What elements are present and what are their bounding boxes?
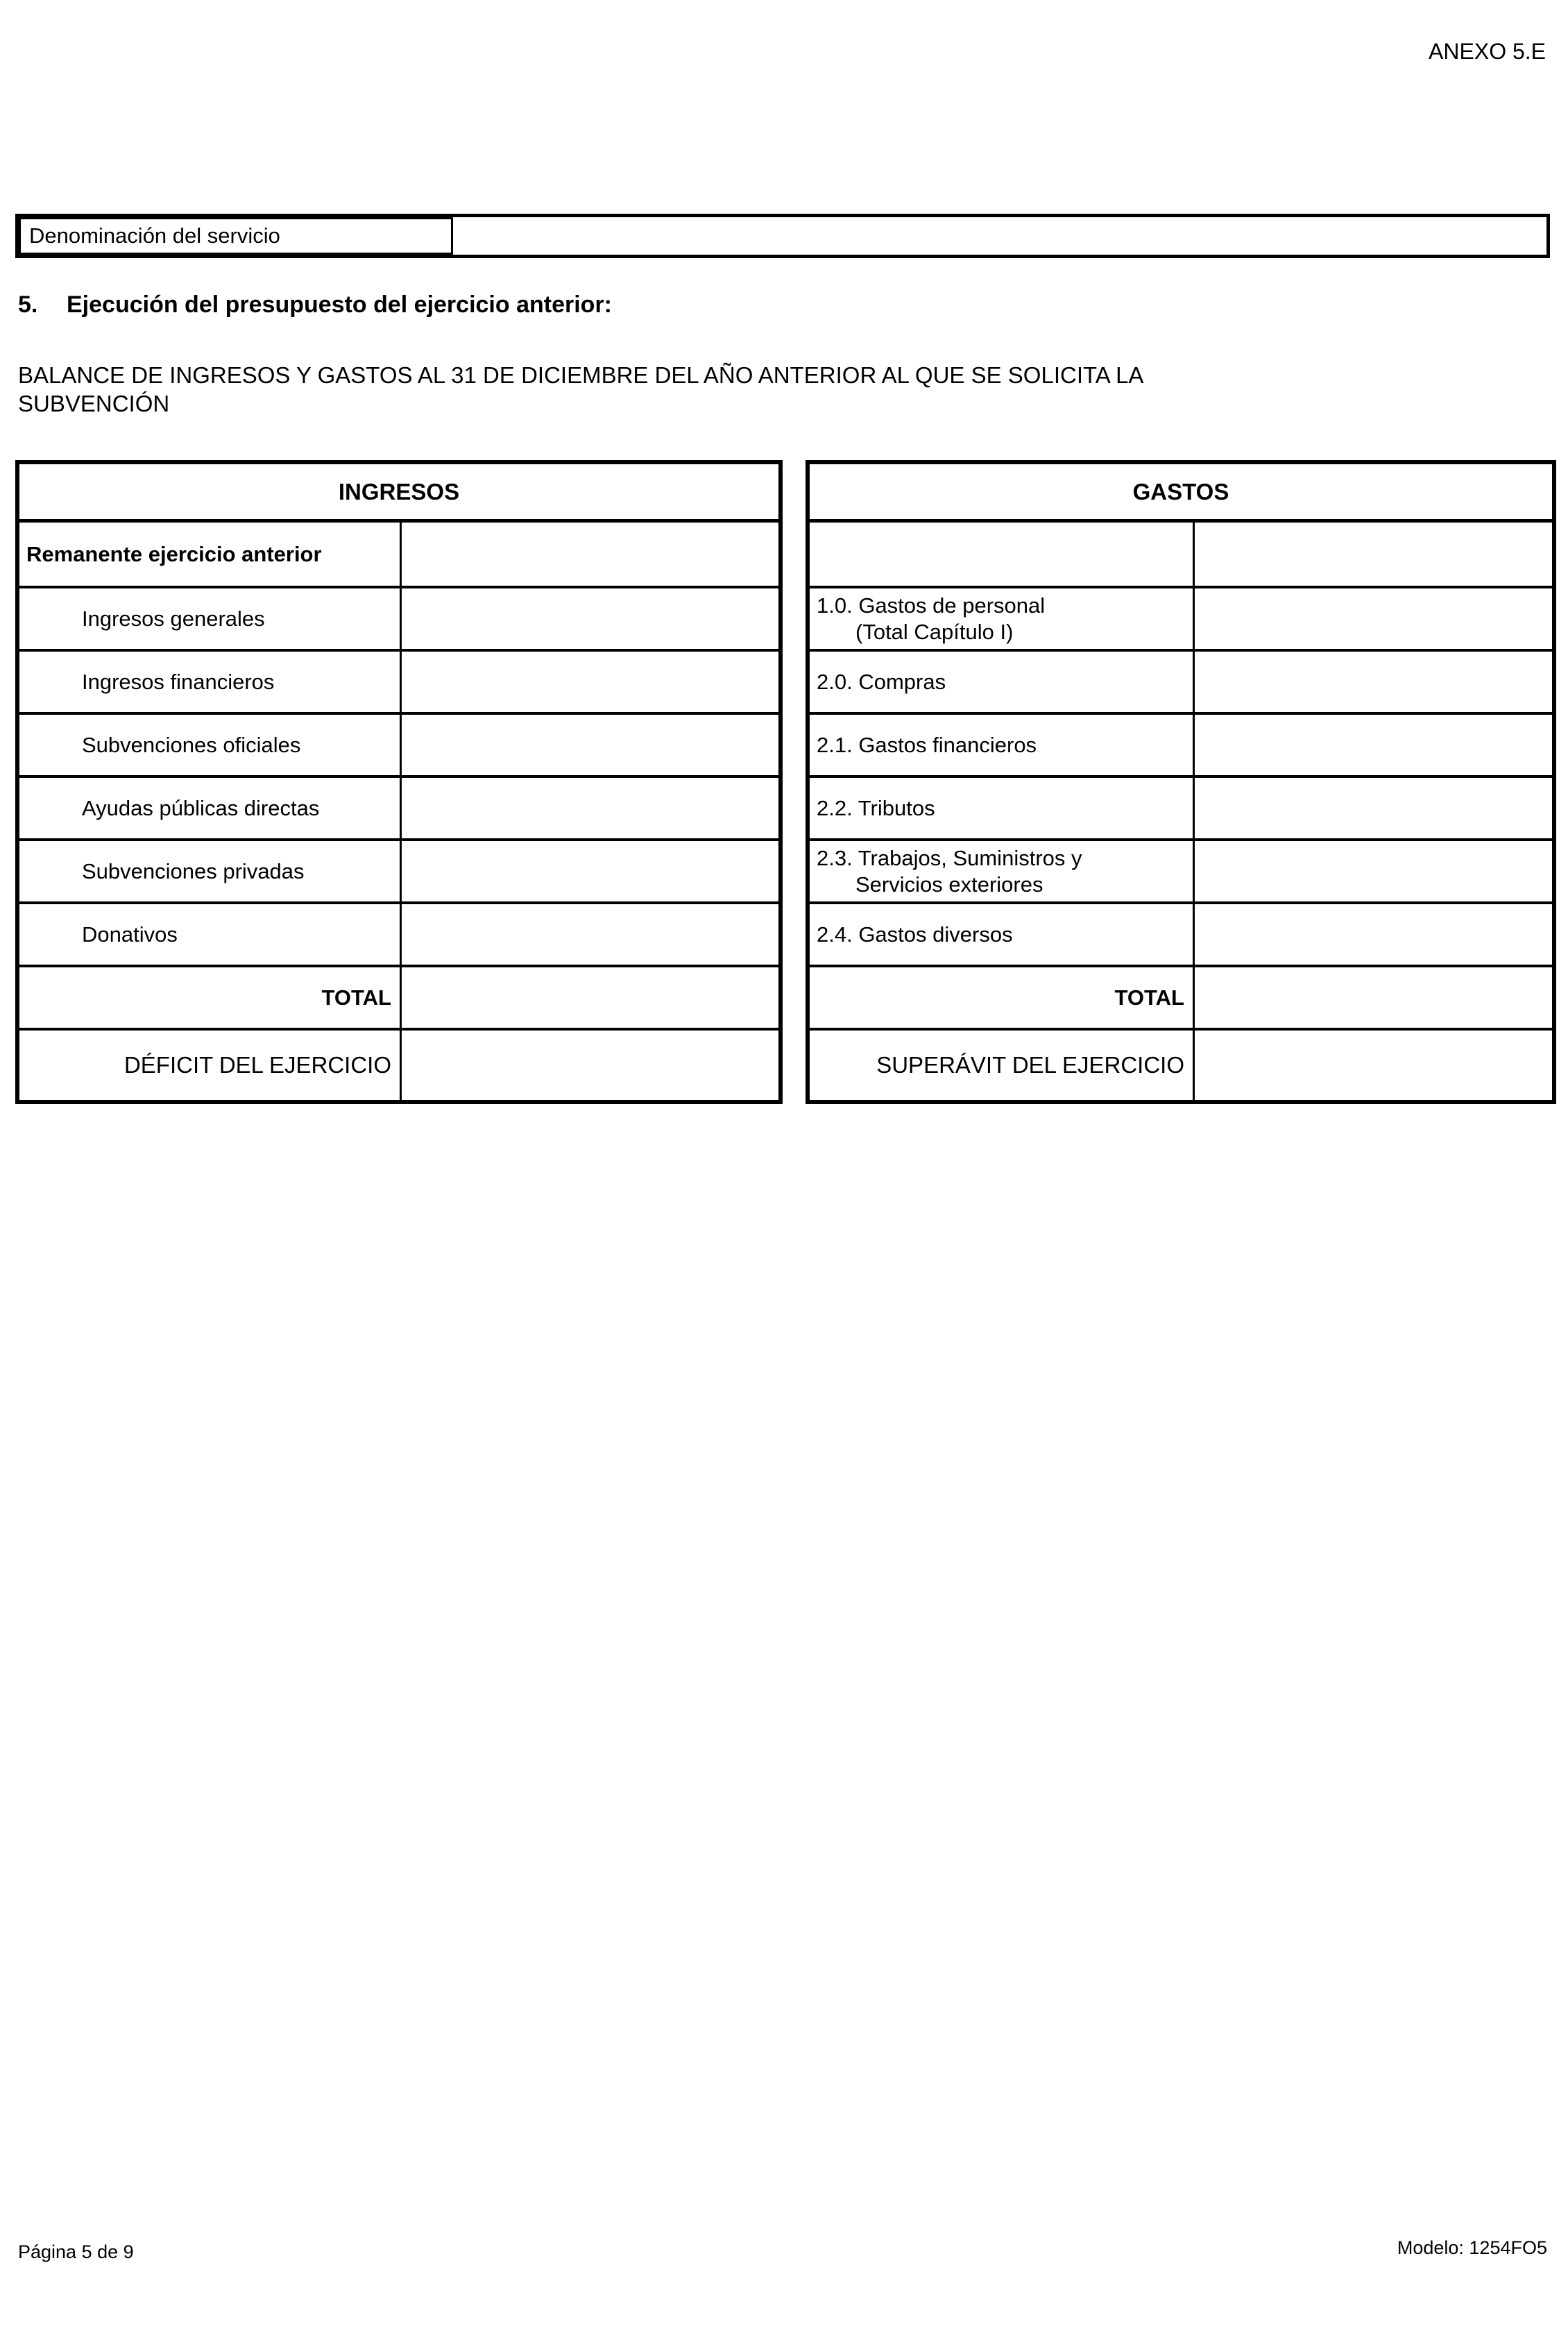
table-row — [810, 775, 1552, 838]
table-row — [19, 586, 778, 649]
row-label: Subvenciones privadas — [82, 858, 305, 883]
annex-label: ANEXO 5.E — [1429, 39, 1546, 64]
ingresos-table-header: INGRESOS — [19, 464, 778, 523]
table-row — [19, 649, 778, 712]
row-label: 2.0. Compras — [817, 669, 946, 694]
amount-cell[interactable] — [1193, 967, 1552, 1028]
amount-cell[interactable] — [400, 904, 778, 965]
budget-tables — [15, 460, 1556, 1104]
section-number: 5. — [18, 291, 38, 318]
row-label: TOTAL — [321, 985, 391, 1010]
service-name-input[interactable] — [453, 217, 1546, 255]
page-number: Página 5 de 9 — [18, 2241, 134, 2262]
row-label: SUPERÁVIT DEL EJERCICIO — [876, 1052, 1184, 1078]
amount-cell[interactable] — [1193, 588, 1552, 649]
amount-cell[interactable] — [400, 652, 778, 712]
amount-cell[interactable] — [1193, 904, 1552, 965]
row-label: Donativos — [82, 922, 178, 947]
table-row — [19, 523, 778, 586]
row-label: Subvenciones oficiales — [82, 732, 301, 757]
row-label: Ingresos financieros — [82, 669, 275, 694]
amount-cell[interactable] — [400, 967, 778, 1028]
table-row — [810, 712, 1552, 775]
table-row — [810, 649, 1552, 712]
row-label: DÉFICIT DEL EJERCICIO — [123, 1052, 391, 1078]
table-row — [810, 523, 1552, 586]
row-label: 2.1. Gastos financieros — [817, 732, 1037, 757]
ingresos-total-row — [19, 965, 778, 1028]
row-label: Remanente ejercicio anterior — [26, 541, 322, 566]
balance-subtitle — [18, 361, 1143, 418]
table-row — [810, 901, 1552, 965]
amount-cell[interactable] — [400, 523, 778, 586]
amount-cell[interactable] — [1193, 778, 1552, 838]
amount-cell[interactable] — [1193, 1031, 1552, 1100]
row-label — [810, 841, 1193, 901]
row-label — [810, 523, 1193, 586]
gastos-total-row — [810, 965, 1552, 1028]
amount-cell[interactable] — [400, 588, 778, 649]
model-number: Modelo: 1254FO5 — [1397, 2237, 1547, 2258]
amount-cell[interactable] — [1193, 652, 1552, 712]
table-row — [810, 586, 1552, 649]
row-label: Ayudas públicas directas — [82, 795, 320, 820]
row-label — [810, 588, 1193, 649]
amount-cell[interactable] — [400, 841, 778, 901]
gastos-table — [806, 460, 1556, 1104]
ingresos-deficit-row — [19, 1028, 778, 1100]
amount-cell[interactable] — [400, 715, 778, 775]
row-label: 2.2. Tributos — [817, 795, 935, 820]
ingresos-table — [15, 460, 783, 1104]
section-heading — [18, 291, 612, 319]
amount-cell[interactable] — [1193, 715, 1552, 775]
row-label-line1: 2.3. Trabajos, Suministros y — [817, 845, 1082, 870]
row-label: TOTAL — [1114, 985, 1184, 1010]
gastos-table-header: GASTOS — [810, 464, 1552, 523]
table-row — [19, 775, 778, 838]
row-label-line1: 1.0. Gastos de personal — [817, 593, 1046, 618]
row-label-line2: (Total Capítulo I) — [855, 619, 1014, 644]
balance-subtitle-line1: BALANCE DE INGRESOS Y GASTOS AL 31 DE DICIEMBRE DEL AÑO ANTERIOR AL QUE SE SOLICITA LA — [18, 362, 1144, 388]
row-label: Ingresos generales — [82, 606, 265, 631]
gastos-superavit-row — [810, 1028, 1552, 1100]
service-name-label: Denominación del servicio — [19, 217, 453, 255]
table-row — [810, 838, 1552, 901]
amount-cell[interactable] — [400, 778, 778, 838]
balance-subtitle-line2: SUBVENCIÓN — [18, 391, 170, 416]
amount-cell[interactable] — [1193, 523, 1552, 586]
row-label-line2: Servicios exteriores — [855, 872, 1043, 897]
service-name-field — [15, 214, 1550, 258]
table-row — [19, 901, 778, 965]
section-title: Ejecución del presupuesto del ejercicio anterior: — [67, 291, 613, 318]
table-row — [19, 712, 778, 775]
amount-cell[interactable] — [400, 1031, 778, 1100]
amount-cell[interactable] — [1193, 841, 1552, 901]
row-label: 2.4. Gastos diversos — [817, 922, 1013, 947]
table-row — [19, 838, 778, 901]
